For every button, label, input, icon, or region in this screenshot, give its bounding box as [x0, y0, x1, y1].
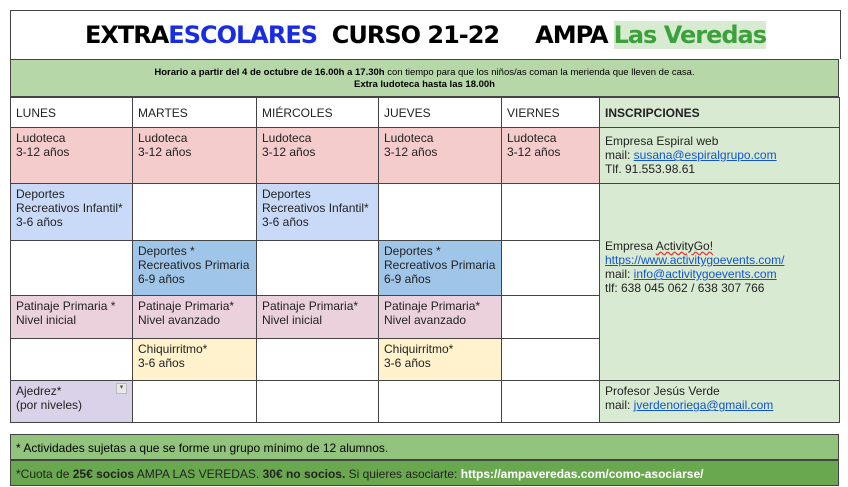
- cell-ajedrez-lunes: ▾ Ajedrez* (por niveles): [11, 381, 133, 423]
- insc-espiral-mail-link[interactable]: susana@espiralgrupo.com: [633, 148, 777, 162]
- title-extra: EXTRA: [84, 21, 169, 49]
- subtitle-schedule-rest: con tiempo para que los niños/as coman la merienda que lleven de casa.: [384, 67, 695, 78]
- schedule-subtitle: [10, 59, 839, 97]
- cuota-no-socios: 30€ no socios.: [262, 467, 346, 481]
- cell-ludoteca-viernes: Ludoteca 3-12 años: [502, 128, 600, 184]
- cell-chiquirritmo-martes: Chiquirritmo* 3-6 años: [133, 339, 257, 381]
- insc-activitygo: Empresa ActivityGo! https://www.activitygoevents.com/ mail: info@activitygoevents.com tlf: 638 045 062 / 638 307 766: [600, 184, 840, 381]
- asociarse-link[interactable]: https://ampaveredas.com/como-asociarse/: [460, 467, 704, 481]
- insc-profesor-name: Profesor Jesús Verde: [605, 384, 720, 398]
- schedule-sheet: [10, 10, 841, 480]
- cell-ludoteca-lunes: Ludoteca 3-12 años: [11, 128, 133, 184]
- insc-profesor-mail-link[interactable]: jverdenoriega@gmail.com: [633, 398, 774, 412]
- cell-patinaje-martes: Patinaje Primaria* Nivel avanzado: [133, 296, 257, 339]
- cell-empty: [133, 381, 257, 423]
- cell-ludoteca-miercoles: Ludoteca 3-12 años: [257, 128, 379, 184]
- cell-empty: [502, 339, 600, 381]
- cell-deportes-infantil-miercoles: Deportes Recreativos Infantil* 3-6 años: [257, 184, 379, 241]
- page-title: [10, 10, 841, 59]
- header-martes: MARTES: [133, 98, 257, 128]
- cell-patinaje-jueves: Patinaje Primaria* Nivel avanzado: [379, 296, 502, 339]
- header-viernes: VIERNES: [502, 98, 600, 128]
- chevron-down-icon[interactable]: ▾: [116, 383, 127, 394]
- cell-ludoteca-martes: Ludoteca 3-12 años: [133, 128, 257, 184]
- insc-activitygo-brand: ActivityGo!: [655, 239, 714, 253]
- insc-profesor: Profesor Jesús Verde mail: jverdenoriega@gmail.com: [600, 381, 840, 423]
- title-escolares: ESCOLARES: [168, 21, 318, 49]
- cuota-socios: 25€ socios: [72, 467, 135, 481]
- title-curso: CURSO 21-22: [331, 21, 500, 49]
- insc-activitygo-tel: tlf: 638 045 062 / 638 307 766: [605, 281, 765, 295]
- insc-espiral-name: Empresa Espiral web: [605, 134, 719, 148]
- cell-empty: [502, 296, 600, 339]
- cell-empty: [502, 381, 600, 423]
- cell-patinaje-lunes: Patinaje Primaria * Nivel inicial: [11, 296, 133, 339]
- activities-table: [10, 97, 840, 423]
- cell-empty: [257, 241, 379, 296]
- footer-cuota: *Cuota de 25€ socios AMPA LAS VEREDAS. 30€ no socios. Si quieres asociarte: https://ampaveredas.com/como-asociarse/: [10, 460, 839, 486]
- cell-empty: [133, 184, 257, 241]
- insc-espiral-tel: Tlf. 91.553.98.61: [605, 162, 696, 176]
- cell-empty: [11, 339, 133, 381]
- footer-note: * Actividades sujetas a que se forme un grupo mínimo de 12 alumnos.: [10, 434, 839, 460]
- cell-empty: [257, 339, 379, 381]
- insc-activitygo-url-link[interactable]: https://www.activitygoevents.com/: [605, 253, 785, 267]
- cell-deportes-infantil-lunes: Deportes Recreativos Infantil* 3-6 años: [11, 184, 133, 241]
- insc-activitygo-mail-link[interactable]: info@activitygoevents.com: [633, 267, 777, 281]
- header-inscripciones: INSCRIPCIONES: [600, 98, 840, 128]
- cell-patinaje-miercoles: Patinaje Primaria* Nivel inicial: [257, 296, 379, 339]
- header-jueves: JUEVES: [379, 98, 502, 128]
- cell-empty: [502, 184, 600, 241]
- title-ampa: AMPA: [535, 21, 608, 49]
- cell-deportes-primaria-martes: Deportes * Recreativos Primaria 6-9 años: [133, 241, 257, 296]
- header-miercoles: MIÉRCOLES: [257, 98, 379, 128]
- subtitle-schedule-bold: Horario a partir del 4 de octubre de 16.00h a 17.30h: [154, 67, 385, 78]
- cell-deportes-primaria-jueves: Deportes * Recreativos Primaria 6-9 años: [379, 241, 502, 296]
- header-lunes: LUNES: [11, 98, 133, 128]
- cell-empty: [11, 241, 133, 296]
- subtitle-extra-ludoteca: Extra ludoteca hasta las 18.00h: [354, 79, 495, 90]
- cell-empty: [502, 241, 600, 296]
- cell-empty: [379, 184, 502, 241]
- cell-empty: [379, 381, 502, 423]
- cell-empty: [257, 381, 379, 423]
- cell-chiquirritmo-jueves: Chiquirritmo* 3-6 años: [379, 339, 502, 381]
- cell-ludoteca-jueves: Ludoteca 3-12 años: [379, 128, 502, 184]
- title-las-veredas: Las Veredas: [613, 21, 767, 49]
- insc-espiral: Empresa Espiral web mail: susana@espiralgrupo.com Tlf. 91.553.98.61: [600, 128, 840, 184]
